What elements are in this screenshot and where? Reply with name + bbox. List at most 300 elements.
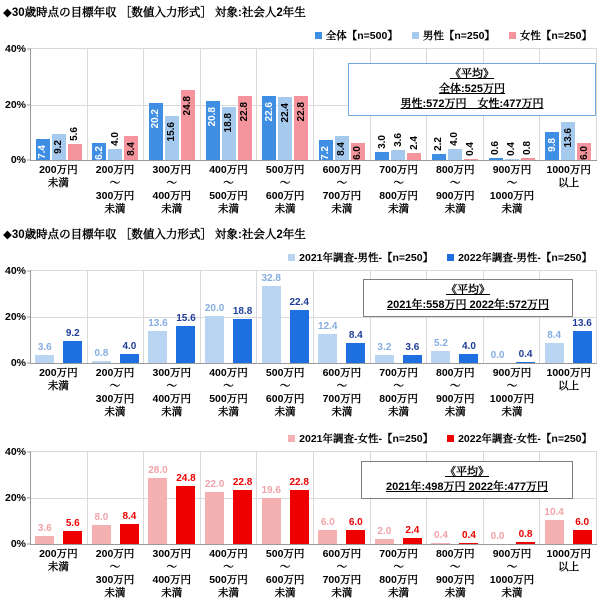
x-axis-label-line: 〜	[166, 561, 177, 573]
bar-value-label: 9.8	[546, 138, 558, 153]
bar-value-label: 22.0	[204, 479, 225, 491]
bar-value-label: 12.4	[318, 320, 338, 332]
x-axis-label-line: 400万円	[209, 548, 248, 560]
legend-label: 女性【n=250】	[519, 30, 592, 42]
legend-swatch-icon	[509, 32, 516, 39]
bar	[407, 153, 421, 160]
x-axis-labels	[30, 367, 597, 419]
legend-item	[315, 28, 398, 43]
x-axis-label-line: 800万円	[379, 393, 418, 405]
x-axis-label-line: 未満	[444, 203, 466, 215]
chart-legend	[1, 28, 599, 43]
x-axis-label	[87, 367, 144, 419]
x-axis-label	[370, 548, 427, 600]
x-axis-label-line: 300万円	[95, 190, 135, 202]
y-axis-tick-label: 0%	[10, 357, 26, 369]
x-axis-label-line: 200万円	[95, 548, 135, 560]
x-axis-label	[143, 548, 200, 600]
x-axis-label-line: 900万円	[492, 164, 532, 176]
bar	[448, 149, 462, 160]
legend-swatch-icon	[447, 435, 454, 442]
bar-value-label: 3.6	[405, 341, 420, 353]
bar-value-label: 22.8	[232, 477, 253, 489]
category-group	[31, 49, 88, 160]
x-axis-label-line: 〜	[223, 177, 234, 189]
bar-value-label: 0.4	[434, 530, 448, 542]
bar	[431, 351, 450, 363]
bar-with-label	[233, 452, 252, 544]
x-axis-label	[30, 548, 87, 600]
bar-value-label: 22.4	[289, 297, 309, 309]
x-axis-label-line: 200万円	[39, 367, 78, 379]
y-axis-tick-label: 40%	[4, 43, 26, 55]
bar-value-label: 13.6	[562, 127, 574, 147]
legend-swatch-icon	[447, 254, 454, 261]
x-axis-label-line: 300万円	[152, 548, 192, 560]
legend-item	[288, 250, 433, 265]
x-axis-label-line: 未満	[217, 587, 239, 599]
x-axis-label	[200, 367, 257, 419]
category-group	[257, 271, 314, 363]
bar-value-label: 7.2	[320, 145, 332, 160]
bar	[403, 355, 422, 363]
bar-with-label	[108, 49, 122, 160]
x-axis-label-line: 800万円	[379, 190, 418, 202]
bar-value-label: 2.4	[408, 136, 420, 151]
x-axis-label-line: 800万円	[436, 548, 475, 560]
bar-with-label	[222, 49, 236, 160]
bar-value-label: 15.6	[176, 313, 196, 325]
x-axis-label-line: 未満	[331, 406, 353, 418]
x-axis-label-line: 未満	[444, 587, 466, 599]
bar-value-label: 5.2	[434, 337, 448, 349]
plot-area	[4, 446, 597, 550]
bar-with-label	[92, 452, 111, 544]
category-group	[88, 49, 145, 160]
average-box-line: 男性:572万円 女性:477万円	[400, 98, 544, 110]
category-group	[257, 49, 314, 160]
x-axis-label-line: 500万円	[209, 393, 248, 405]
x-axis-label-line: 900万円	[436, 190, 475, 202]
x-axis-label-line: 200万円	[39, 164, 78, 176]
bar-value-label: 22.6	[263, 102, 275, 122]
x-axis-label-line: 未満	[501, 587, 523, 599]
bar-value-label: 18.8	[223, 112, 235, 133]
bar	[318, 334, 337, 363]
legend-swatch-icon	[412, 32, 419, 39]
x-axis-label-line: 900万円	[436, 393, 475, 405]
bar-value-label: 6.0	[578, 146, 590, 160]
x-axis-label-line: 1000万円	[546, 367, 591, 379]
x-axis-label-line: 400万円	[152, 393, 192, 405]
x-axis-label-line: 〜	[450, 380, 461, 392]
x-axis-label	[257, 164, 314, 216]
x-axis-label-line: 未満	[274, 406, 296, 418]
bar-value-label: 2.4	[405, 525, 420, 537]
x-axis-label-line: 400万円	[209, 367, 248, 379]
plot-area	[4, 265, 597, 369]
x-axis-label-line: 未満	[47, 177, 69, 189]
x-axis-label	[484, 548, 541, 600]
x-axis-label	[30, 367, 87, 419]
bar-with-label	[176, 271, 195, 363]
x-axis-label-line: 〜	[223, 561, 234, 573]
x-axis-label-line: 600万円	[322, 367, 362, 379]
x-axis-label-line: 〜	[336, 380, 348, 392]
x-axis-label	[314, 367, 371, 419]
average-box-line: 2021年:558万円 2022年:572万円	[386, 299, 550, 311]
x-axis-label-line: 以上	[558, 177, 580, 189]
bar	[92, 361, 111, 363]
x-axis-label-line: 900万円	[436, 574, 475, 586]
y-axis-tick-label: 20%	[4, 98, 26, 111]
bar-value-label: 13.6	[148, 318, 168, 330]
bar	[120, 354, 139, 363]
x-axis-label	[484, 367, 541, 419]
x-axis-label-line: 600万円	[265, 393, 305, 405]
legend-label: 2021年調査-女性-【n=250】	[299, 433, 434, 445]
x-axis-label-line: 〜	[393, 177, 404, 189]
category-group	[88, 271, 145, 363]
x-axis-label-line: 400万円	[152, 190, 192, 202]
x-axis-label-line: 未満	[104, 406, 126, 418]
x-axis-label	[314, 548, 371, 600]
chart-title: ◆30歳時点の目標年収 ［数値入力形式］ 対象:社会人2年生	[3, 7, 306, 19]
x-axis-label-line: 未満	[388, 203, 410, 215]
bar-with-label	[318, 452, 337, 544]
x-axis-label	[540, 367, 597, 419]
bar-with-label	[36, 49, 50, 160]
x-axis-label-line: 800万円	[436, 367, 475, 379]
bar	[290, 490, 309, 544]
average-box-line: 《平均》	[445, 466, 489, 478]
y-axis-tick-label: 40%	[4, 446, 26, 458]
bar	[573, 331, 592, 363]
bar-with-label	[262, 49, 276, 160]
bar-value-label: 0.4	[462, 530, 476, 542]
x-axis-label-line: 〜	[166, 380, 177, 392]
x-axis-label-line: 〜	[506, 561, 518, 573]
legend-item	[509, 28, 592, 43]
x-axis-label-line: 300万円	[152, 367, 192, 379]
category-group	[201, 452, 258, 544]
x-axis-label-line: 1000万円	[489, 393, 535, 405]
bar-with-label	[290, 452, 309, 544]
x-axis-label-line: 200万円	[95, 367, 135, 379]
bar	[432, 154, 446, 160]
average-box	[348, 63, 596, 116]
x-axis-label	[87, 548, 144, 600]
bar	[505, 159, 519, 160]
bar	[346, 343, 365, 363]
bar-value-label: 3.6	[392, 132, 404, 147]
x-axis-label-line: 1000万円	[546, 548, 591, 560]
x-axis-label-line: 〜	[506, 177, 518, 189]
x-axis-label	[200, 164, 257, 216]
bar-with-label	[35, 271, 54, 363]
x-axis-labels	[30, 548, 597, 600]
chart-target-income-overall	[1, 4, 599, 216]
x-axis-labels	[30, 164, 597, 216]
bar-value-label: 20.0	[204, 303, 225, 314]
x-axis-label-line: 200万円	[39, 548, 78, 560]
x-axis-label-line: 300万円	[152, 164, 192, 176]
bar-value-label: 0.0	[490, 350, 505, 361]
x-axis-label	[257, 548, 314, 600]
x-axis-label-line: 500万円	[265, 367, 305, 379]
bar	[431, 543, 450, 544]
bar	[290, 310, 309, 363]
bar	[68, 144, 82, 160]
legend-swatch-icon	[288, 435, 295, 442]
bar-value-label: 6.0	[352, 146, 364, 160]
bar	[35, 355, 54, 363]
bar-value-label: 15.6	[166, 121, 178, 142]
x-axis-label-line: 900万円	[492, 548, 532, 560]
legend-label: 2022年調査-女性-【n=250】	[458, 433, 592, 445]
average-box-line: 全体:525万円	[438, 83, 506, 95]
bar-value-label: 22.8	[289, 477, 309, 489]
bar	[233, 490, 252, 544]
bar	[375, 539, 394, 544]
average-box	[363, 279, 573, 317]
bar	[233, 319, 252, 363]
x-axis-label-line: 未満	[161, 203, 183, 215]
category-group	[144, 452, 201, 544]
x-axis-label-line: 900万円	[492, 367, 532, 379]
x-axis-label-line: 700万円	[322, 574, 362, 586]
bar-value-label: 0.8	[522, 140, 534, 155]
bar-with-label	[238, 49, 252, 160]
bar	[176, 326, 195, 363]
x-axis-label-line: 未満	[331, 587, 353, 599]
x-axis-label-line: 〜	[166, 177, 177, 189]
x-axis-label-line: 未満	[217, 406, 239, 418]
bar	[148, 331, 167, 363]
bar-value-label: 3.6	[37, 341, 52, 353]
x-axis-label-line: 300万円	[95, 393, 135, 405]
x-axis-label-line: 以上	[558, 561, 580, 573]
bar-value-label: 20.2	[150, 108, 162, 129]
bar-value-label: 8.4	[125, 142, 137, 157]
chart-legend	[1, 250, 599, 265]
x-axis-label-line: 未満	[444, 406, 466, 418]
bar-value-label: 22.8	[239, 101, 251, 121]
bar-value-label: 5.6	[69, 127, 81, 142]
bar-with-label	[278, 49, 292, 160]
x-axis-label-line: 800万円	[379, 574, 418, 586]
x-axis-label-line: 未満	[274, 587, 296, 599]
x-axis-label-line: 500万円	[265, 548, 305, 560]
average-box	[361, 461, 573, 499]
bar-with-label	[573, 452, 592, 544]
bar-with-label	[181, 49, 195, 160]
bar-value-label: 0.8	[94, 348, 109, 360]
x-axis-label-line: 500万円	[209, 190, 248, 202]
x-axis-label-line: 〜	[450, 177, 461, 189]
bar-value-label: 0.6	[490, 141, 502, 156]
bar-with-label	[165, 49, 179, 160]
x-axis-label-line: 未満	[47, 380, 69, 392]
bar-with-label	[63, 452, 82, 544]
bar-value-label: 8.4	[348, 330, 363, 342]
x-axis-label-line: 未満	[47, 561, 69, 573]
bar-with-label	[319, 49, 333, 160]
bar-value-label: 24.8	[182, 95, 194, 116]
bar-value-label: 0.4	[518, 349, 533, 361]
bar	[516, 362, 535, 363]
bar-with-label	[120, 271, 139, 363]
legend-item	[447, 431, 592, 446]
x-axis-label-line: 〜	[279, 380, 291, 392]
legend-swatch-icon	[288, 254, 295, 261]
x-axis-label-line: 未満	[274, 203, 296, 215]
category-group	[201, 271, 258, 363]
x-axis-label	[540, 164, 597, 216]
x-axis-label-line: 700万円	[322, 393, 362, 405]
x-axis-label-line: 700万円	[379, 164, 418, 176]
x-axis-label-line: 〜	[109, 380, 121, 392]
legend-label: 2022年調査-男性-【n=250】	[458, 252, 592, 264]
bar-value-label: 8.4	[336, 142, 348, 157]
bar-value-label: 20.8	[207, 107, 219, 127]
bar	[92, 525, 111, 544]
x-axis-label-line: 〜	[109, 177, 121, 189]
y-axis-tick-label: 40%	[4, 265, 26, 277]
bar-value-label: 10.4	[544, 506, 564, 518]
bar	[148, 478, 167, 544]
x-axis-label-line: 600万円	[322, 548, 362, 560]
x-axis-label-line: 〜	[393, 380, 404, 392]
bar	[63, 341, 82, 363]
bar	[176, 486, 195, 544]
chart-legend	[1, 431, 599, 446]
bar	[545, 520, 564, 544]
x-axis-label	[540, 548, 597, 600]
category-group	[257, 452, 314, 544]
bar-with-label	[573, 271, 592, 363]
x-axis-label-line: 400万円	[152, 574, 192, 586]
bar	[262, 286, 281, 363]
x-axis-label	[370, 367, 427, 419]
legend-label: 2021年調査-男性-【n=250】	[299, 252, 434, 264]
bar-with-label	[148, 271, 167, 363]
bar	[346, 530, 365, 544]
average-box-line: 《平均》	[450, 68, 494, 80]
bar-value-label: 9.2	[53, 139, 65, 154]
average-box-line: 《平均》	[446, 284, 490, 296]
bar-value-label: 7.4	[37, 145, 49, 159]
x-axis-label	[427, 164, 484, 216]
x-axis-label-line: 600万円	[322, 164, 362, 176]
bar-with-label	[205, 271, 224, 363]
x-axis-label	[427, 548, 484, 600]
bar	[521, 158, 535, 160]
plot-area	[4, 43, 597, 166]
x-axis-label-line: 600万円	[265, 190, 305, 202]
bar-value-label: 4.0	[109, 131, 121, 146]
bar	[35, 536, 54, 544]
bar-value-label: 9.2	[65, 328, 80, 340]
bar-with-label	[92, 49, 106, 160]
x-axis-label	[200, 548, 257, 600]
bar-with-label	[92, 271, 111, 363]
x-axis-label-line: 500万円	[265, 164, 305, 176]
x-axis-label-line: 〜	[279, 177, 291, 189]
bar	[391, 150, 405, 160]
bar-value-label: 3.6	[37, 522, 52, 534]
bar-value-label: 18.8	[232, 305, 253, 317]
x-axis-label	[143, 367, 200, 419]
x-axis-label-line: 未満	[501, 406, 523, 418]
bar	[262, 498, 281, 544]
x-axis-label	[87, 164, 144, 216]
bar-value-label: 19.6	[261, 484, 281, 496]
bar-value-label: 4.0	[462, 340, 476, 352]
bar	[459, 354, 478, 363]
x-axis-label-line: 〜	[450, 561, 461, 573]
x-axis-label-line: 未満	[388, 406, 410, 418]
category-group	[31, 271, 88, 363]
bar-value-label: 8.4	[547, 330, 562, 342]
y-axis-tick-label: 0%	[10, 538, 26, 550]
bar	[403, 538, 422, 544]
chart-target-income-female-yoy	[1, 431, 599, 600]
x-axis-label-line: 400万円	[209, 164, 248, 176]
bar-with-label	[205, 452, 224, 544]
bar-value-label: 22.4	[279, 102, 291, 123]
bar-value-label: 28.0	[148, 465, 168, 477]
bar-value-label: 0.8	[518, 529, 533, 541]
x-axis-label-line: 未満	[161, 587, 183, 599]
x-axis-label-line: 200万円	[95, 164, 135, 176]
bar-with-label	[335, 49, 349, 160]
bar-with-label	[120, 452, 139, 544]
x-axis-label	[30, 164, 87, 216]
x-axis-label-line: 700万円	[379, 367, 418, 379]
x-axis-label-line: 600万円	[265, 574, 305, 586]
x-axis-label	[370, 164, 427, 216]
bar-value-label: 0.4	[506, 141, 518, 156]
bar-with-label	[148, 452, 167, 544]
bar	[375, 152, 389, 160]
legend-label: 全体【n=500】	[325, 30, 398, 42]
x-axis-label-line: 700万円	[322, 190, 362, 202]
x-axis-label-line: 800万円	[436, 164, 475, 176]
bar	[108, 149, 122, 160]
legend-swatch-icon	[315, 32, 322, 39]
bar-value-label: 8.0	[94, 512, 109, 524]
legend-item	[447, 250, 592, 265]
bar	[459, 543, 478, 544]
bar-with-label	[52, 49, 66, 160]
category-group	[144, 271, 201, 363]
x-axis-label-line: 未満	[161, 406, 183, 418]
bar-with-label	[149, 49, 163, 160]
bar-value-label: 4.0	[122, 340, 137, 352]
bar-value-label: 8.4	[122, 511, 137, 523]
bar-value-label: 6.0	[348, 516, 363, 528]
bar	[63, 531, 82, 544]
y-axis-tick-label: 20%	[4, 311, 26, 323]
y-axis-tick-label: 0%	[10, 154, 26, 166]
legend-item	[412, 28, 495, 43]
x-axis-label-line: 未満	[104, 203, 126, 215]
average-box-line: 2021年:498万円 2022年:477万円	[385, 481, 549, 493]
bar-with-label	[206, 49, 220, 160]
bar-value-label: 5.6	[65, 517, 80, 529]
x-axis-label-line: 500万円	[209, 574, 248, 586]
